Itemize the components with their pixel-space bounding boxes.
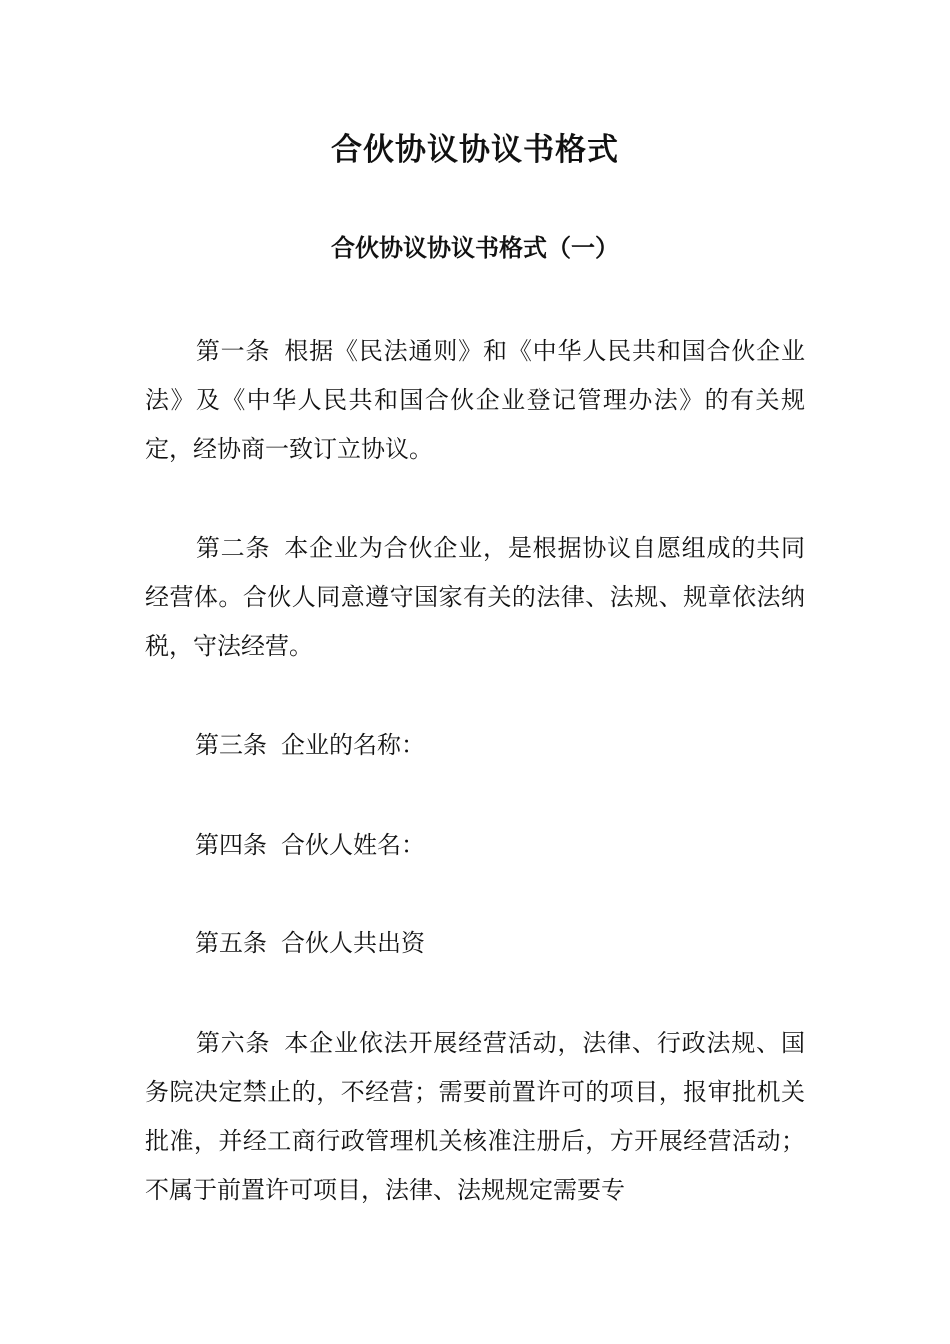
article-number: 第二条 [195, 534, 271, 562]
article-number: 第五条 [195, 929, 267, 957]
article-text: 合伙人姓名： [281, 831, 425, 859]
article-text: 根据《民法通则》和《中华人民共和国合伙企业法》及《中华人民共和国合伙企业登记管理办法》的有关规定，经协商一致订立协议。 [145, 337, 806, 463]
article-2 [145, 524, 805, 671]
article-text: 本企业为合伙企业，是根据协议自愿组成的共同经营体。合伙人同意遵守国家有关的法律、法规、规章依法纳税，守法经营。 [145, 534, 806, 660]
article-4 [145, 821, 805, 870]
article-3 [145, 721, 805, 770]
article-1 [145, 327, 805, 474]
document-title: 合伙协议协议书格式 [331, 132, 619, 168]
article-number: 第四条 [195, 831, 267, 859]
article-number: 第六条 [195, 1029, 271, 1057]
article-number: 第三条 [195, 731, 267, 759]
article-text: 合伙人共出资 [281, 929, 425, 957]
article-5 [145, 919, 805, 968]
article-number: 第一条 [195, 337, 271, 365]
article-6 [145, 1019, 805, 1215]
document-subtitle: 合伙协议协议书格式（一） [331, 233, 619, 262]
article-text: 本企业依法开展经营活动，法律、行政法规、国务院决定禁止的，不经营；需要前置许可的项目，报审批机关批准，并经工商行政管理机关核准注册后，方开展经营活动；不属于前置许可项目，法律、法规规定需要专 [145, 1029, 806, 1204]
article-text: 企业的名称： [281, 731, 425, 759]
